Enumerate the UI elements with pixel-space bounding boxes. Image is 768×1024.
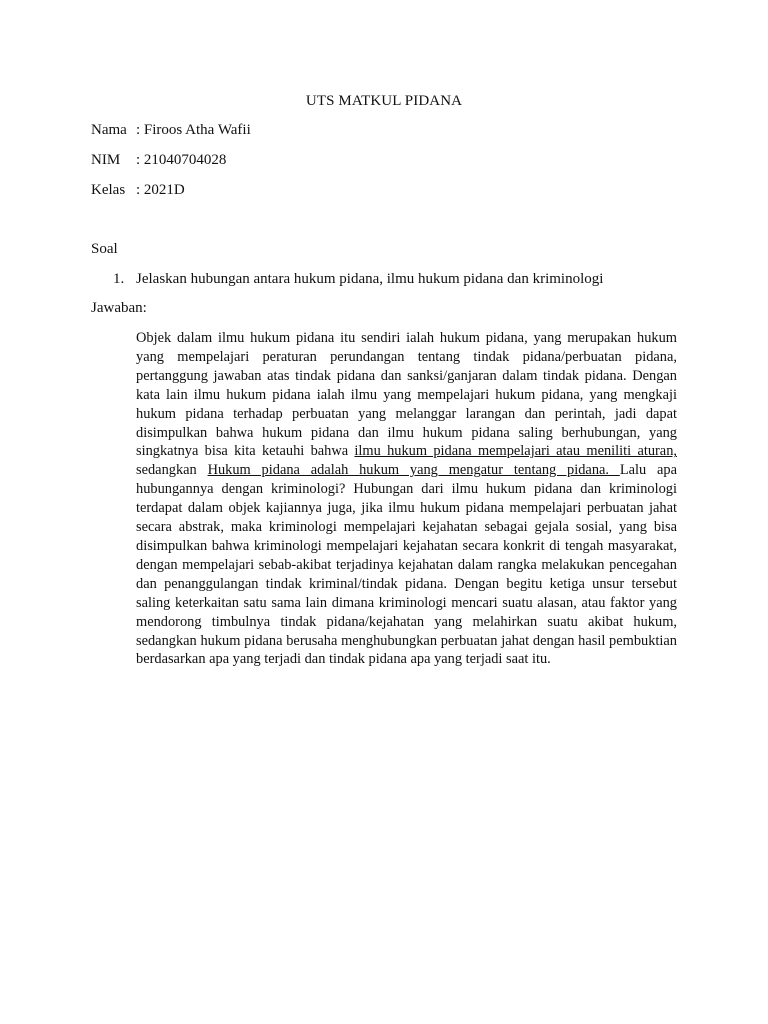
question-number: 1. [113, 271, 125, 287]
kelas-row [91, 182, 185, 199]
answer-paragraph [136, 329, 677, 669]
kelas-value: : 2021D [136, 182, 185, 198]
jawaban-heading: Jawaban: [91, 300, 147, 316]
answer-text-part2: sedangkan [136, 462, 208, 479]
soal-heading: Soal [91, 241, 118, 257]
name-row [91, 122, 251, 139]
answer-underline-2: Hukum pidana adalah hukum yang mengatur tentang pidana. [207, 462, 620, 479]
name-label: Nama [91, 122, 127, 138]
answer-text-part1: Objek dalam ilmu hukum pidana itu sendiri ialah hukum pidana, yang merupakan hukum yang mempelajari peraturan perundangan tentang tindak pidana/perbuatan pidana, pertanggung jawaban atas tindak pidana dan sanksi/ganjaran dalam tindak pidana. Dengan kata lain ilmu hukum pidana ialah ilmu yang mempelajari hukum pidana, yang mengkaji hukum pidana terhadap perbuatan yang melanggar larangan dan perintah, jadi dapat disimpulkan bahwa hukum pidana dan ilmu hukum pidana saling berhubungan, yang singkatnya bisa kita ketauhi bahwa [136, 330, 677, 460]
nim-label: NIM [91, 152, 121, 168]
question-text: Jelaskan hubungan antara hukum pidana, ilmu hukum pidana dan kriminologi [136, 271, 604, 287]
question-item [113, 271, 603, 288]
answer-underline-1: ilmu hukum pidana mempelajari atau meniliti aturan, [354, 443, 677, 460]
answer-text-part3: Lalu apa hubungannya dengan kriminologi? Hubungan dari ilmu hukum pidana dan kriminologi terdapat dalam objek kajiannya juga, jika ilmu hukum pidana mempelajari perbuatan jahat secara abstrak, maka kriminologi mempelajari kejahatan sebagai gejala sosial, yang bisa disimpulkan bahwa kriminologi mempelajari kejahatan secara konkrit di tengah masyarakat, dengan mempelajari sebab-akibat terjadinya kejahatan dalam rangka melakukan pencegahan dan penanggulangan tindak kriminal/tindak pidana. Dengan begitu ketiga unsur tersebut saling keterkaitan satu sama lain dimana kriminologi mencari suatu alasan, atau faktor yang mendorong timbulnya tindak pidana/kejahatan yang melahirkan suatu akibat hukum, sedangkan hukum pidana berusaha menghubungkan perbuatan jahat dengan hasil pembuktian berdasarkan apa yang terjadi dan tindak pidana apa yang terjadi saat itu. [136, 462, 677, 668]
nim-value: : 21040704028 [136, 152, 227, 168]
kelas-label: Kelas [91, 182, 126, 198]
nim-row [91, 152, 226, 169]
document-title: UTS MATKUL PIDANA [305, 93, 463, 109]
name-value: : Firoos Atha Wafii [136, 122, 251, 138]
